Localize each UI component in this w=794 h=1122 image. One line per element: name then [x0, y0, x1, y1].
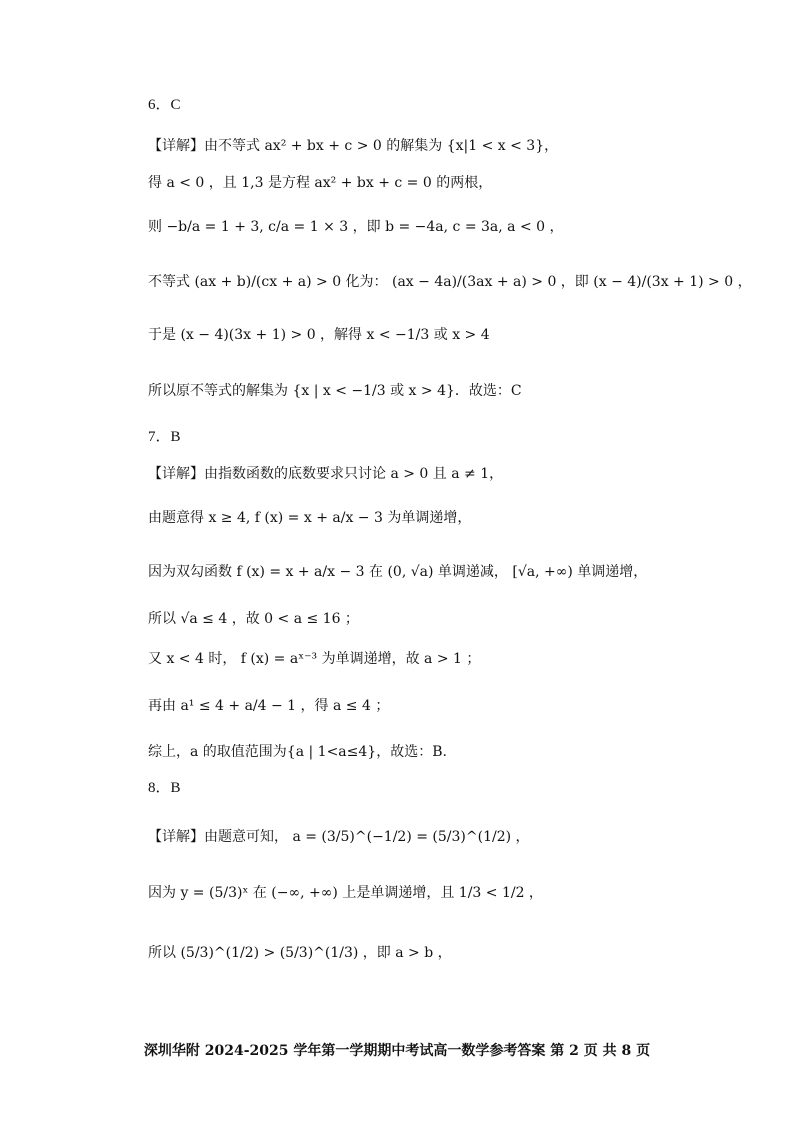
answer-8-line: 所以 (5/3)^(1/2) > (5/3)^(1/3) ，即 a > b ， — [148, 945, 452, 961]
answer-6-line: 所以原不等式的解集为 {x | x < −1/3 或 x > 4}．故选：C — [148, 383, 522, 399]
answer-7-line: 【详解】由指数函数的底数要求只讨论 a > 0 且 a ≠ 1， — [148, 466, 504, 482]
answer-7-line: 综上，a 的取值范围为{a | 1<a≤4}，故选：B. — [148, 744, 447, 760]
answer-8-line: 因为 y = (5/3)ˣ 在 (−∞, +∞) 上是单调递增，且 1/3 < 1/2 ， — [148, 885, 543, 901]
answer-6-line: 得 a < 0 ，且 1,3 是方程 ax² + bx + c = 0 的两根， — [148, 175, 493, 191]
answer-6-line: 则 −b/a = 1 + 3, c/a = 1 × 3 ，即 b = −4a, c = 3a, a < 0 ， — [148, 219, 564, 235]
answer-7-line: 又 x < 4 时， f (x) = aˣ⁻³ 为单调递增，故 a > 1 ； — [148, 651, 481, 667]
answer-6-line: 于是 (x − 4)(3x + 1) > 0 ，解得 x < −1/3 或 x > 4 — [148, 327, 490, 343]
answer-7-header: 7．B — [148, 429, 181, 445]
answer-7-line: 因为双勾函数 f (x) = x + a/x − 3 在 (0, √a) 单调递减， [√a, +∞) 单调递增， — [148, 564, 648, 580]
answer-6-line: 不等式 (ax + b)/(cx + a) > 0 化为： (ax − 4a)/(3ax + a) > 0 ，即 (x − 4)/(3x + 1) > 0 ， — [148, 274, 752, 290]
answer-6-line: 【详解】由不等式 ax² + bx + c > 0 的解集为 {x|1 < x < 3}， — [148, 138, 559, 154]
answer-7-line: 所以 √a ≤ 4 ，故 0 < a ≤ 16 ； — [148, 611, 359, 627]
answer-8-header: 8．B — [148, 780, 181, 796]
page-footer: 深圳华附 2024-2025 学年第一学期期中考试高一数学参考答案 第 2 页 共 8 页 — [143, 1043, 651, 1059]
answer-7-line: 再由 a¹ ≤ 4 + a/4 − 1 ，得 a ≤ 4 ； — [148, 698, 390, 714]
answer-6-header: 6．C — [148, 97, 181, 113]
answer-8-line: 【详解】由题意可知， a = (3/5)^(−1/2) = (5/3)^(1/2) ， — [148, 829, 530, 845]
answer-7-line: 由题意得 x ≥ 4, f (x) = x + a/x − 3 为单调递增， — [148, 510, 472, 526]
